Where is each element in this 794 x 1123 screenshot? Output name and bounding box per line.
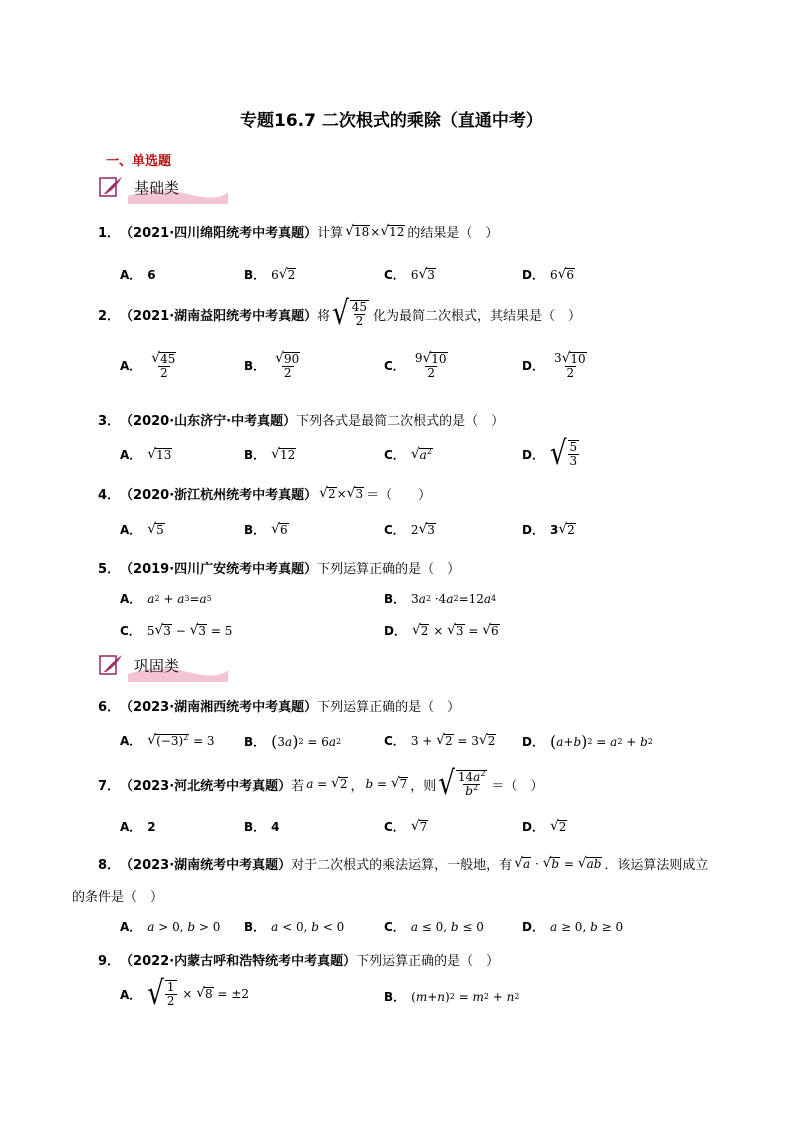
q7-option-c[interactable]: C． √ 7 (384, 817, 428, 834)
q5-option-a[interactable]: A． a 2 + a 3 = a 5 (120, 591, 212, 606)
q2-option-b[interactable]: B． √ 90 2 (244, 350, 300, 380)
category-label: 基础类 (134, 178, 180, 197)
question-9: 9． （2022·内蒙古呼和浩特统考中考真题） 下列运算正确的是（ ） (98, 954, 500, 969)
q3-option-b[interactable]: B． √ 12 (244, 445, 296, 462)
question-1: 1． （2021·四川绵阳统考中考真题） 计算 √ 18 × √ 12 的结果是（ ） (98, 222, 499, 241)
q6-option-a[interactable]: A． √ $(-3)^2$ = 3 (120, 731, 215, 748)
q3-option-c[interactable]: C． √ $a^2$ (384, 445, 432, 462)
q6-option-c[interactable]: C． 3 + √ 2 = 3 √ 2 (384, 731, 496, 748)
q6-option-b[interactable]: B． ( 3 a ) 2 = 6 a 2 (244, 732, 342, 751)
q4-option-d[interactable]: D． 3 √ 2 (522, 520, 575, 537)
question-8: 8． （2023·湖南统考中考真题） 对于二次根式的乘法运算，一般地，有 √ a · √ b = √ ab ．该运算法则成立 (98, 854, 709, 873)
q7-option-a[interactable]: A． 2 (120, 819, 156, 834)
q9-option-b[interactable]: B． ( m + n ) 2 = m 2 + n 2 (384, 989, 520, 1004)
category-label: 巩固类 (134, 656, 180, 675)
q4-option-b[interactable]: B． √ 6 (244, 520, 288, 537)
q8-option-d[interactable]: D． a ≥ 0, b ≥ 0 (522, 919, 624, 934)
quill-icon (98, 652, 124, 678)
q2-option-c[interactable]: C． 9 √ 10 2 (384, 350, 447, 380)
quill-icon (98, 174, 124, 200)
q3-option-d[interactable]: D． √ $\frac{5}{3}$ (522, 435, 578, 473)
q6-option-d[interactable]: D． ( a + b ) 2 = a 2 + b 2 (522, 732, 653, 751)
question-8-line2: 的条件是（ ） (72, 890, 164, 905)
q5-option-b[interactable]: B． 3 a 2 ·4 a 2 =12 a 4 (384, 591, 497, 606)
q1-option-a[interactable]: A． 6 (120, 267, 156, 282)
category-banner (98, 172, 228, 202)
q2-option-d[interactable]: D． 3 √ 10 2 (522, 350, 586, 380)
category-banner (98, 650, 228, 680)
q8-option-b[interactable]: B． a < 0, b < 0 (244, 919, 345, 934)
q3-option-a[interactable]: A． √ 13 (120, 445, 172, 462)
question-7: 7． （2023·河北统考中考真题） 若 a = √ 2 ， b = √ 7 ，则 √ $\frac{14a^2}{b^2}$ ＝（ ） (98, 765, 544, 803)
section-heading: 一、单选题 (106, 154, 172, 169)
q2-option-a[interactable]: A． √ 45 2 (120, 350, 176, 380)
q1-option-c[interactable]: C． 6 √ 3 (384, 265, 435, 282)
q5-option-c[interactable]: C． 5 √ 3 − √ 3 = 5 (120, 621, 233, 638)
q9-option-a[interactable]: A． √ $\frac{1}{2}$ × √ 8 = ±2 (120, 975, 250, 1013)
q5-option-d[interactable]: D． √ 2 × √ 3 = √ 6 (384, 621, 499, 638)
q8-option-c[interactable]: C． a ≤ 0, b ≤ 0 (384, 919, 484, 934)
question-2: 2． （2021·湖南益阳统考中考真题） 将 √ $\frac{45}{2}$ 化为最简二次根式，其结果是（ ） (98, 295, 582, 333)
q1-option-d[interactable]: D． 6 √ 6 (522, 265, 575, 282)
q4-option-c[interactable]: C． 2 √ 3 (384, 520, 435, 537)
question-4: 4． （2020·浙江杭州统考中考真题） √ 2 × √ 3 ＝（ ） (98, 484, 432, 503)
question-6: 6． （2023·湖南湘西统考中考真题） 下列运算正确的是（ ） (98, 700, 461, 715)
q7-option-d[interactable]: D． √ 2 (522, 817, 567, 834)
q1-option-b[interactable]: B． 6 √ 2 (244, 265, 296, 282)
q7-option-b[interactable]: B． 4 (244, 819, 280, 834)
q8-option-a[interactable]: A． a > 0, b > 0 (120, 919, 221, 934)
page-title: 专题16.7 二次根式的乘除（直通中考） (240, 111, 543, 131)
question-5: 5． （2019·四川广安统考中考真题） 下列运算正确的是（ ） (98, 562, 461, 577)
q4-option-a[interactable]: A． √ 5 (120, 520, 164, 537)
question-3: 3． （2020·山东济宁·中考真题） 下列各式是最简二次根式的是（ ） (98, 414, 505, 429)
